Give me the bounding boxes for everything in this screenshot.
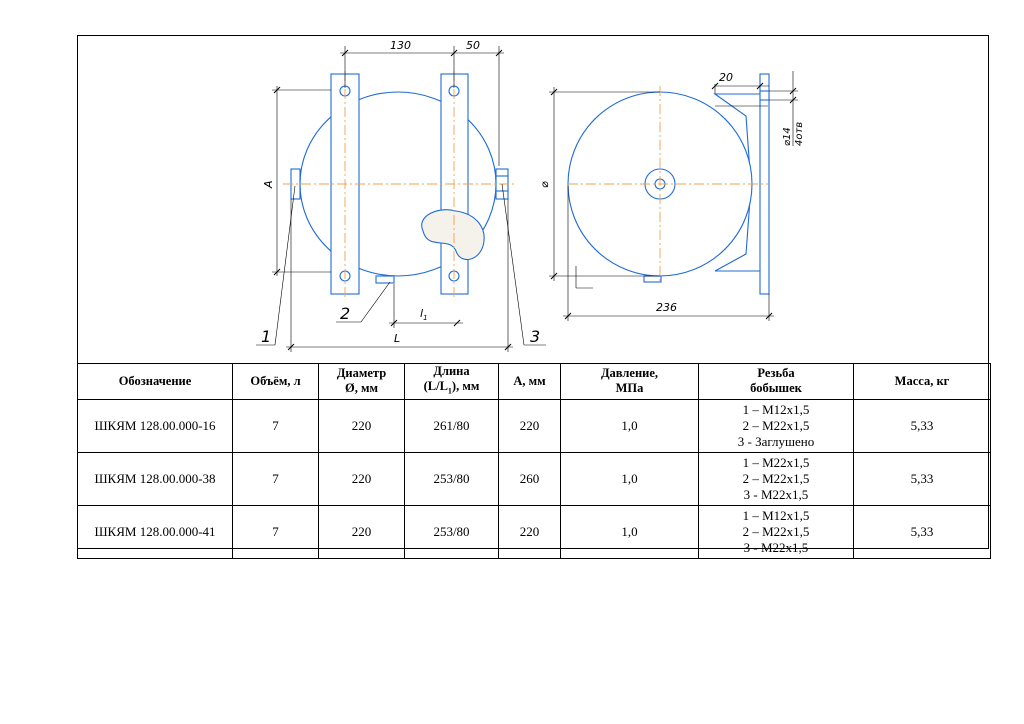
cell-thread-line: 1 – M22x1,5 (742, 454, 810, 470)
dim-label-diameter: ⌀ (538, 181, 551, 188)
cell-pressure: 1,0 (561, 452, 699, 505)
table-body (78, 399, 991, 558)
cell-designation: ШКЯМ 128.00.000-41 (78, 505, 233, 558)
cell-length: 261/80 (405, 399, 499, 452)
side-view-plate-hole (760, 91, 769, 100)
header-a-dim: А, мм (499, 364, 561, 400)
dim-label-20: 20 (719, 71, 733, 84)
cell-volume: 7 (233, 452, 319, 505)
header-volume: Объём, л (233, 364, 319, 400)
header-row (78, 364, 991, 400)
header-thread: Резьба бобышек (699, 364, 854, 400)
cell-thread-line: 1 – M12x1,5 (742, 507, 810, 523)
cell-thread-line: 2 – M22x1,5 (742, 523, 810, 539)
dim-label-130: 130 (390, 39, 411, 52)
cell-thread-line: 3 - M22x1,5 (743, 539, 809, 555)
cell-length: 253/80 (405, 505, 499, 558)
cell-designation: ШКЯМ 128.00.000-38 (78, 452, 233, 505)
dim-label-a: A (262, 180, 275, 188)
data-row (78, 505, 991, 558)
hole-count-label: 4отв (794, 121, 805, 146)
cell-a-dim: 220 (499, 505, 561, 558)
cell-volume: 7 (233, 399, 319, 452)
cell-mass: 5,33 (854, 505, 991, 558)
cell-thread (699, 452, 854, 505)
callout-2: 2 (340, 304, 351, 323)
cell-volume: 7 (233, 505, 319, 558)
callout-3: 3 (530, 327, 541, 346)
dim-label-l1: $l_1$ (420, 307, 428, 322)
data-row (78, 452, 991, 505)
header-designation: Обозначение (78, 364, 233, 400)
cell-thread (699, 399, 854, 452)
technical-drawing (78, 36, 989, 363)
data-row (78, 399, 991, 452)
cell-diameter: 220 (319, 452, 405, 505)
cell-length: 253/80 (405, 452, 499, 505)
side-view (568, 74, 769, 294)
header-mass: Масса, кг (854, 364, 991, 400)
cell-a-dim: 260 (499, 452, 561, 505)
hole-diameter-label: ⌀14 (782, 127, 793, 146)
cell-mass: 5,33 (854, 399, 991, 452)
front-view (283, 71, 516, 298)
cell-thread-line: 2 – M22x1,5 (742, 470, 810, 486)
cell-thread-line: 2 – M22x1,5 (742, 417, 810, 433)
cell-diameter: 220 (319, 505, 405, 558)
front-view-bottom-boss (376, 276, 394, 283)
callout-1: 1 (261, 327, 272, 346)
header-pressure: Давление, МПа (561, 364, 699, 400)
header-diameter: Диаметр Ø, мм (319, 364, 405, 400)
cell-diameter: 220 (319, 399, 405, 452)
dim-label-50: 50 (466, 39, 480, 52)
dim-label-l: L (394, 332, 401, 345)
cell-designation: ШКЯМ 128.00.000-16 (78, 399, 233, 452)
cell-pressure: 1,0 (561, 505, 699, 558)
specification-table (77, 363, 991, 559)
side-view-bottom-boss (644, 276, 661, 282)
cell-pressure: 1,0 (561, 399, 699, 452)
cell-thread (699, 505, 854, 558)
header-length: Длина $(L/L_1)$, мм (405, 364, 499, 400)
cell-thread-line: 3 - M22x1,5 (743, 486, 809, 502)
cell-thread-line: 1 – M12x1,5 (742, 401, 810, 417)
cell-thread-line: 3 - Заглушено (737, 433, 815, 449)
cell-a-dim: 220 (499, 399, 561, 452)
cell-mass: 5,33 (854, 452, 991, 505)
dim-label-236: 236 (656, 301, 677, 314)
